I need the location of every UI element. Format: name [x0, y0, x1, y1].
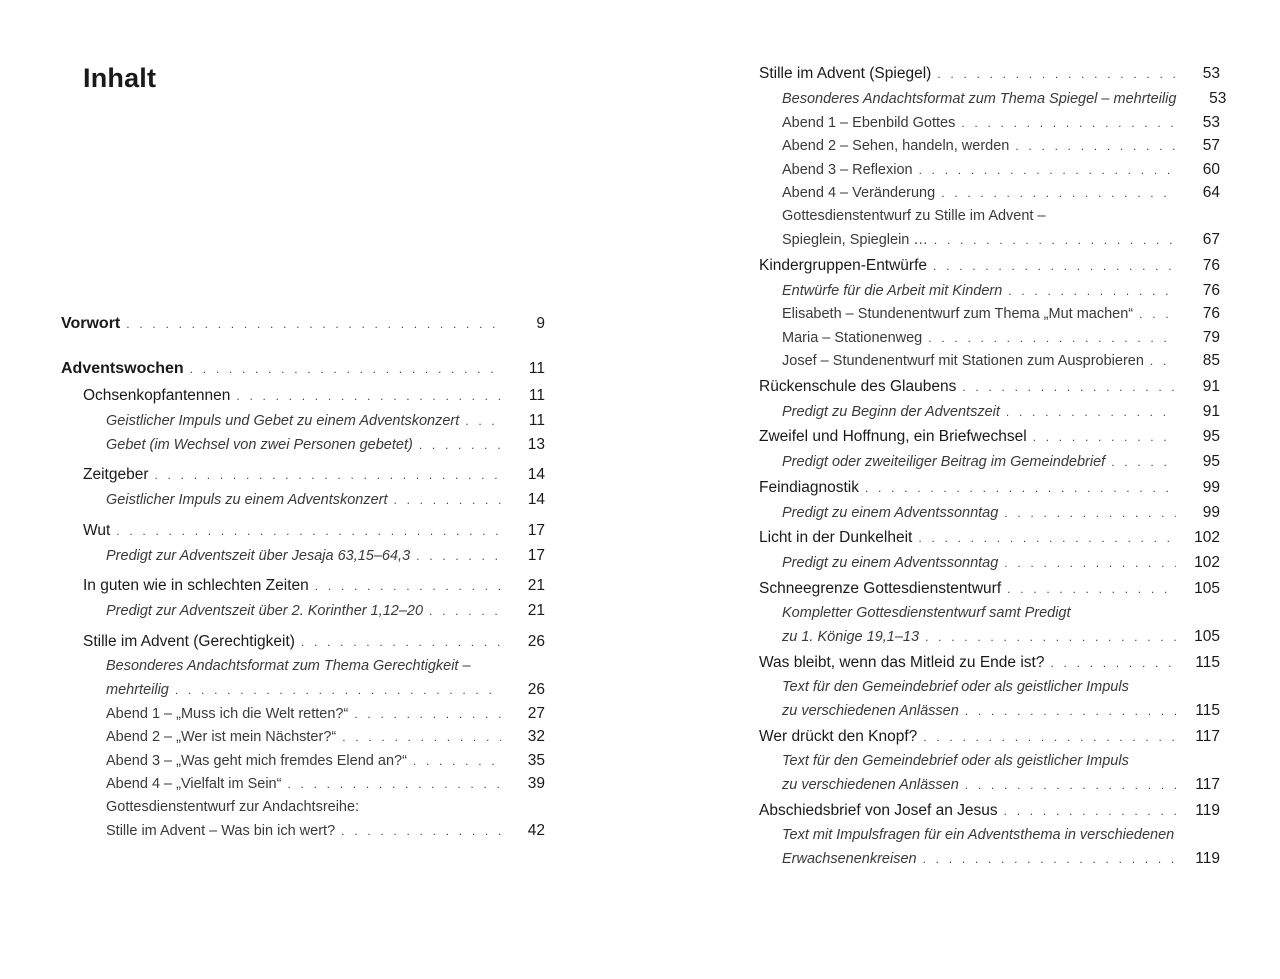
toc-left-column [61, 310, 545, 843]
toc-subentry[interactable]: Geistlicher Impuls und Gebet zu einem Adventskonzert . . . 11 [61, 409, 545, 433]
toc-subentry[interactable]: Maria – Stationenweg . . . 79 [759, 326, 1220, 350]
toc-right-column [759, 60, 1227, 871]
toc-subentry-continued[interactable]: Kompletter Gottesdienstentwurf samt Predigt [782, 604, 1071, 621]
toc-subentry[interactable]: Abend 2 – Sehen, handeln, werden . . . 57 [759, 134, 1220, 158]
toc-subentry[interactable]: Predigt zur Adventszeit über 2. Korinther 1,12–20 . . . 21 [61, 599, 545, 623]
toc-subentry[interactable]: zu verschiedenen Anlässen . . . 117 [759, 773, 1220, 797]
toc-entry-zweifel-und-hoffnung[interactable]: Zweifel und Hoffnung, ein Briefwechsel . . . 95 [759, 423, 1220, 450]
toc-entry-vorwort[interactable]: Vorwort . . . 9 [61, 310, 545, 337]
toc-entry-wut[interactable]: Wut . . . 17 [61, 517, 545, 544]
toc-entry-adventswochen[interactable]: Adventswochen . . . 11 [61, 355, 545, 382]
toc-subentry[interactable]: Besonderes Andachtsformat zum Thema Spiegel – mehrteilig 53 [782, 90, 1227, 107]
toc-subentry[interactable]: zu verschiedenen Anlässen . . . 115 [759, 699, 1220, 723]
toc-subentry-continued[interactable]: Text mit Impulsfragen für ein Adventsthema in verschiedenen [782, 826, 1175, 843]
toc-entry-wer-drueckt-den-knopf[interactable]: Wer drückt den Knopf? . . . 117 [759, 723, 1220, 750]
toc-subentry[interactable]: Abend 2 – „Wer ist mein Nächster?“ . . . 32 [61, 725, 545, 749]
toc-subentry-continued[interactable]: Gottesdienstentwurf zu Stille im Advent – [782, 207, 1046, 224]
toc-subentry[interactable]: Predigt zu Beginn der Adventszeit . . . 91 [759, 400, 1220, 424]
toc-subentry[interactable]: Abend 1 – „Muss ich die Welt retten?“ . . . 27 [61, 702, 545, 726]
toc-subentry-continued[interactable]: Gottesdienstentwurf zur Andachtsreihe: [106, 798, 360, 815]
toc-subentry[interactable]: Josef – Stundenentwurf mit Stationen zum Ausprobieren . . . 85 [759, 349, 1220, 373]
toc-subentry[interactable]: Abend 4 – „Vielfalt im Sein“ . . . 39 [61, 772, 545, 796]
toc-subentry[interactable]: Abend 3 – „Was geht mich fremdes Elend an?“ . . . 35 [61, 749, 545, 773]
toc-entry-stille-im-advent-spiegel[interactable]: Stille im Advent (Spiegel) . . . 53 [759, 60, 1220, 87]
toc-entry-rueckenschule-des-glaubens[interactable]: Rückenschule des Glaubens . . . 91 [759, 373, 1220, 400]
toc-subentry[interactable]: Predigt zur Adventszeit über Jesaja 63,15–64,3 . . . 17 [61, 544, 545, 568]
toc-entry-schneegrenze[interactable]: Schneegrenze Gottesdienstentwurf . . . 105 [759, 575, 1220, 602]
toc-entry-ochsenkopfantennen[interactable]: Ochsenkopfantennen . . . 11 [61, 382, 545, 409]
page-title: Inhalt [83, 63, 157, 93]
toc-subentry[interactable]: Predigt zu einem Adventssonntag . . . 99 [759, 501, 1220, 525]
toc-subentry[interactable]: Geistlicher Impuls zu einem Adventskonzert . . . 14 [61, 488, 545, 512]
toc-subentry[interactable]: Predigt zu einem Adventssonntag . . . 102 [759, 551, 1220, 575]
toc-entry-abschiedsbrief[interactable]: Abschiedsbrief von Josef an Jesus . . . 119 [759, 797, 1220, 824]
toc-subentry[interactable]: Abend 1 – Ebenbild Gottes . . . 53 [759, 111, 1220, 135]
toc-subentry[interactable]: Stille im Advent – Was bin ich wert? . . . 42 [61, 819, 545, 843]
toc-subentry[interactable]: Predigt oder zweiteiliger Beitrag im Gemeindebrief . . . 95 [759, 450, 1220, 474]
toc-subentry-continued[interactable]: Text für den Gemeindebrief oder als geistlicher Impuls [782, 678, 1129, 695]
toc-subentry-continued[interactable]: Text für den Gemeindebrief oder als geistlicher Impuls [782, 752, 1129, 769]
toc-subentry[interactable]: mehrteilig . . . 26 [61, 678, 545, 702]
toc-subentry[interactable]: Entwürfe für die Arbeit mit Kindern . . . 76 [759, 279, 1220, 303]
toc-entry-zeitgeber[interactable]: Zeitgeber . . . 14 [61, 461, 545, 488]
toc-subentry[interactable]: Spieglein, Spieglein … . . . 67 [759, 228, 1220, 252]
toc-entry-kindergruppen-entwuerfe[interactable]: Kindergruppen-Entwürfe . . . 76 [759, 252, 1220, 279]
toc-subentry[interactable]: zu 1. Könige 19,1–13 . . . 105 [759, 625, 1220, 649]
toc-subentry-continued[interactable]: Besonderes Andachtsformat zum Thema Gerechtigkeit – [106, 657, 471, 674]
toc-entry-was-bleibt[interactable]: Was bleibt, wenn das Mitleid zu Ende ist? . . . 115 [759, 649, 1220, 676]
toc-entry-feindiagnostik[interactable]: Feindiagnostik . . . 99 [759, 474, 1220, 501]
toc-entry-licht-in-der-dunkelheit[interactable]: Licht in der Dunkelheit . . . 102 [759, 524, 1220, 551]
toc-subentry[interactable]: Erwachsenenkreisen . . . 119 [759, 847, 1220, 871]
toc-entry-in-guten-wie-in-schlechten-zeiten[interactable]: In guten wie in schlechten Zeiten . . . 21 [61, 572, 545, 599]
toc-subentry[interactable]: Elisabeth – Stundenentwurf zum Thema „Mut machen“ . . . 76 [759, 302, 1220, 326]
toc-entry-stille-im-advent-gerechtigkeit[interactable]: Stille im Advent (Gerechtigkeit) . . . 26 [61, 628, 545, 655]
toc-subentry[interactable]: Gebet (im Wechsel von zwei Personen gebetet) . . . 13 [61, 433, 545, 457]
toc-subentry[interactable]: Abend 3 – Reflexion . . . 60 [759, 158, 1220, 182]
toc-subentry[interactable]: Abend 4 – Veränderung . . . 64 [759, 181, 1220, 205]
